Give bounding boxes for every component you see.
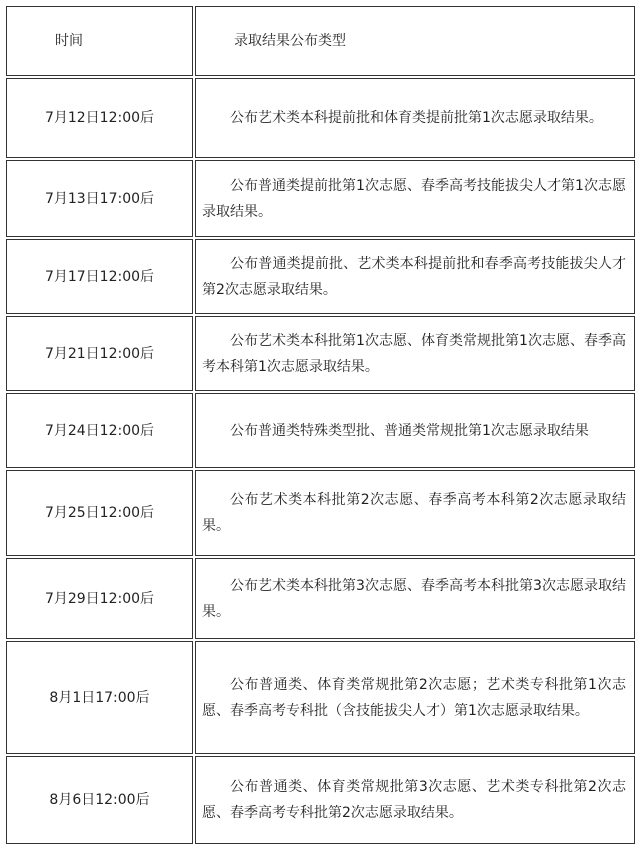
row-time: 7月24日12:00后 <box>6 393 193 468</box>
row-time: 7月13日17:00后 <box>6 160 193 237</box>
row-type: 公布艺术类本科批第2次志愿、春季高考本科第2次志愿录取结果。 <box>195 470 635 556</box>
table-row <box>6 641 635 754</box>
row-type: 公布艺术类本科批第1次志愿、体育类常规批第1次志愿、春季高考本科第1次志愿录取结果。 <box>195 316 635 391</box>
admission-schedule-table <box>4 4 637 846</box>
table-header-row <box>6 6 635 76</box>
table-row <box>6 160 635 237</box>
table-row <box>6 78 635 158</box>
row-time: 8月6日12:00后 <box>6 756 193 844</box>
row-type: 公布艺术类本科批第3次志愿、春季高考本科批第3次志愿录取结果。 <box>195 558 635 639</box>
row-type: 公布艺术类本科提前批和体育类提前批第1次志愿录取结果。 <box>195 78 635 158</box>
table-row <box>6 239 635 314</box>
row-time: 7月25日12:00后 <box>6 470 193 556</box>
row-time: 7月17日12:00后 <box>6 239 193 314</box>
row-type: 公布普通类特殊类型批、普通类常规批第1次志愿录取结果 <box>195 393 635 468</box>
table-row <box>6 316 635 391</box>
table-row <box>6 393 635 468</box>
header-type: 录取结果公布类型 <box>195 6 635 76</box>
row-type: 公布普通类提前批、艺术类本科提前批和春季高考技能拔尖人才第2次志愿录取结果。 <box>195 239 635 314</box>
table-row <box>6 756 635 844</box>
row-type: 公布普通类、体育类常规批第2次志愿；艺术类专科批第1次志愿、春季高考专科批（含技能拔尖人才）第1次志愿录取结果。 <box>195 641 635 754</box>
row-time: 7月29日12:00后 <box>6 558 193 639</box>
row-type: 公布普通类提前批第1次志愿、春季高考技能拔尖人才第1次志愿录取结果。 <box>195 160 635 237</box>
table-row <box>6 558 635 639</box>
table-row <box>6 470 635 556</box>
row-time: 7月21日12:00后 <box>6 316 193 391</box>
row-time: 7月12日12:00后 <box>6 78 193 158</box>
row-time: 8月1日17:00后 <box>6 641 193 754</box>
row-type: 公布普通类、体育类常规批第3次志愿、艺术类专科批第2次志愿、春季高考专科批第2次志愿录取结果。 <box>195 756 635 844</box>
header-time: 时间 <box>6 6 193 76</box>
